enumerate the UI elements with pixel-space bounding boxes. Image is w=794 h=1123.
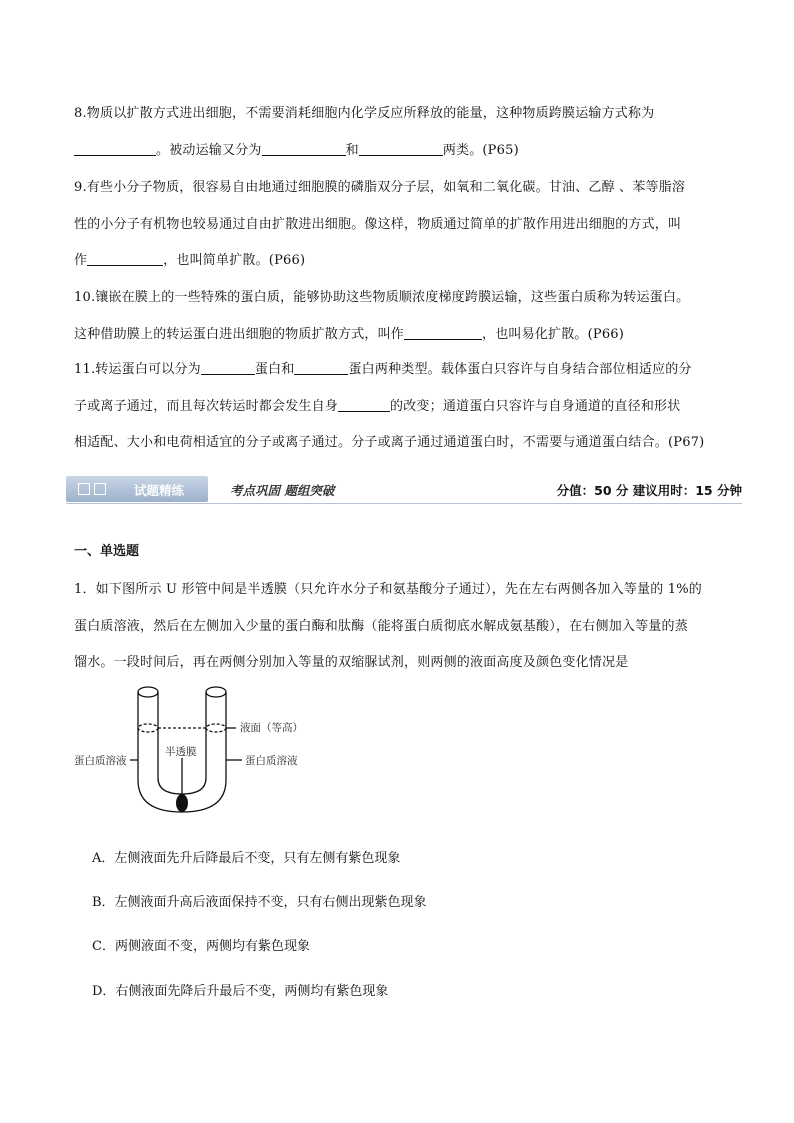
answer-blank [262,142,346,156]
label-right-solution: 蛋白质溶液 [245,755,298,767]
membrane-mark [176,794,188,812]
q9-text-a: 作 [74,253,88,268]
q9-line1: 9.有些小分子物质，很容易自由地通过细胞膜的磷脂双分子层，如氧和二氧化碳。甘油、乙醇 、苯等脂溶 [74,180,686,195]
banner-divider [66,503,742,504]
q8-line1: 8.物质以扩散方式进出细胞，不需要消耗细胞内化学反应所释放的能量，这种物质跨膜运输方式称为 [74,106,655,121]
list-icon [94,483,106,495]
option-d[interactable]: D．右侧液面先降后升最后不变，两侧均有紫色现象 [92,984,389,999]
label-left-solution: 蛋白质溶液 [74,755,127,767]
question-10 [74,280,724,353]
q11-text-b: 蛋白和 [254,362,295,377]
u-tube-diagram [70,682,330,822]
question-1 [74,572,724,682]
question-11 [74,352,724,462]
banner-score-time: 分值：50 分 建议用时：15 分钟 [556,483,742,498]
q10-text-a: 这种借助膜上的转运蛋白进出细胞的物质扩散方式，叫作 [74,326,405,342]
q11-text-e: 的改变；通道蛋白只容许与自身通道的直径和形状 [390,398,681,414]
option-c[interactable]: C．两侧液面不变，两侧均有紫色现象 [92,939,310,954]
q8-text-b: 和 [345,142,359,158]
answer-blank [294,361,348,375]
answer-blank [338,398,390,412]
q11-text-c: 蛋白两种类型。载体蛋白只容许与自身结合部位相适应的分 [348,362,692,377]
q8-text-a: 。被动运输又分为 [156,142,262,158]
q9-line2: 性的小分子有机物也较易通过自由扩散进出细胞。像这样，物质通过简单的扩散作用进出细胞的方式，叫 [74,216,682,232]
q11-text-a: 11.转运蛋白可以分为 [74,362,201,377]
answer-blank [74,142,156,156]
list-icon [78,483,90,495]
q11-line3: 相适配、大小和电荷相适宜的分子或离子通过。分子或离子通过通道蛋白时，不需要与通道蛋白结合。(P67) [74,435,705,450]
label-liquid-level: 液面（等高） [240,722,303,734]
q8-text-c: 两类。(P65) [442,142,519,158]
option-a[interactable]: A．左侧液面先升后降最后不变，只有左侧有紫色现象 [92,851,401,866]
option-b[interactable]: B．左侧液面升高后液面保持不变，只有右侧出现紫色现象 [92,895,427,910]
q11-text-d: 子或离子通过，而且每次转运时都会发生自身 [74,398,339,414]
question-8 [74,96,724,169]
question-9 [74,170,724,280]
answer-blank [87,252,163,266]
answer-blank [201,361,255,375]
section-banner [66,474,742,504]
label-membrane: 半透膜 [165,746,197,758]
q9-text-b: ，也叫简单扩散。(P66) [163,253,306,268]
answer-blank [359,142,443,156]
banner-tag [66,476,208,502]
answer-blank [404,326,482,340]
q1-line3: 馏水。一段时间后，再在两侧分别加入等量的双缩脲试剂，则两侧的液面高度及颜色变化情况是 [74,655,629,670]
q10-line1: 10.镶嵌在膜上的一些特殊的蛋白质，能够协助这些物质顺浓度梯度跨膜运输，这些蛋白质称为转运蛋白。 [74,290,690,305]
q10-text-b: ，也叫易化扩散。(P66) [482,326,625,342]
q1-line2: 蛋白质溶液，然后在左侧加入少量的蛋白酶和肽酶（能将蛋白质彻底水解成氨基酸），在右侧加入等量的蒸 [74,618,688,634]
section-title: 一、单选题 [74,544,140,559]
banner-tag-label: 试题精练 [134,483,185,498]
q1-line1: 1．如下图所示 U 形管中间是半透膜（只允许水分子和氨基酸分子通过），先在左右两侧各加入等量的 1%的 [74,582,702,597]
banner-subtitle: 考点巩固 题组突破 [230,483,335,498]
